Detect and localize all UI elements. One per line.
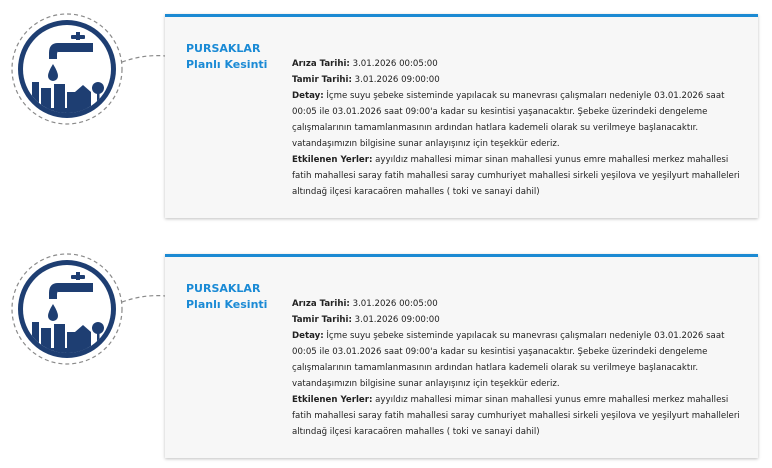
outage-title <box>186 281 286 313</box>
water-tap-city-icon <box>10 12 124 126</box>
outage-entry <box>0 0 772 215</box>
outage-type: Planlı Kesinti <box>186 298 268 311</box>
repair-date-label: Tamir Tarihi: <box>292 75 352 85</box>
fault-date-label: Arıza Tarihi: <box>292 299 350 309</box>
affected-label: Etkilenen Yerler: <box>292 395 373 405</box>
affected-label: Etkilenen Yerler: <box>292 155 373 165</box>
outage-card <box>165 14 758 218</box>
fault-date-label: Arıza Tarihi: <box>292 59 350 69</box>
fault-date-row <box>292 56 742 72</box>
detail-row <box>292 88 742 152</box>
detail-row <box>292 328 742 392</box>
outage-card <box>165 254 758 458</box>
repair-date-value: 3.01.2026 09:00:00 <box>354 75 440 85</box>
connector-line <box>122 292 166 308</box>
fault-date-row <box>292 296 742 312</box>
outage-entry <box>0 240 772 455</box>
district-name: PURSAKLAR <box>186 42 261 55</box>
detail-value: İçme suyu şebeke sisteminde yapılacak su manevrası çalışmaları nedeniyle 03.01.2026 saat 00:05 ile 03.01.2026 saat 09:00'a kadar su kesintisi yaşanacaktır. Şebeke üzerindeki dengeleme çalışmalarının tamamlanmasının ardından hatlara kademeli olarak su verilmeye başlanacaktır. vatandaşımızın bilgisine sunar anlayışınız için teşekkür ederiz. <box>292 331 725 389</box>
repair-date-value: 3.01.2026 09:00:00 <box>354 315 440 325</box>
outage-details <box>292 296 742 440</box>
affected-value: ayyıldız mahallesi mimar sinan mahallesi yunus emre mahallesi merkez mahallesi fatih mahallesi saray fatih mahallesi saray cumhuriyet mahallesi sirkeli yeşilova ve yeşilyurt mahalleleri altındağ ilçesi karacaören mahalles ( toki ve sanayi dahil) <box>292 395 740 437</box>
detail-value: İçme suyu şebeke sisteminde yapılacak su manevrası çalışmaları nedeniyle 03.01.2026 saat 00:05 ile 03.01.2026 saat 09:00'a kadar su kesintisi yaşanacaktır. Şebeke üzerindeki dengeleme çalışmalarının tamamlanmasının ardından hatlara kademeli olarak su verilmeye başlanacaktır. vatandaşımızın bilgisine sunar anlayışınız için teşekkür ederiz. <box>292 91 725 149</box>
connector-line <box>122 52 166 68</box>
water-tap-city-icon <box>10 252 124 366</box>
fault-date-value: 3.01.2026 00:05:00 <box>352 59 438 69</box>
district-name: PURSAKLAR <box>186 282 261 295</box>
repair-date-label: Tamir Tarihi: <box>292 315 352 325</box>
repair-date-row <box>292 72 742 88</box>
affected-row <box>292 152 742 200</box>
outage-title <box>186 41 286 73</box>
repair-date-row <box>292 312 742 328</box>
affected-row <box>292 392 742 440</box>
outage-details <box>292 56 742 200</box>
detail-label: Detay: <box>292 91 324 101</box>
fault-date-value: 3.01.2026 00:05:00 <box>352 299 438 309</box>
outage-type: Planlı Kesinti <box>186 58 268 71</box>
detail-label: Detay: <box>292 331 324 341</box>
affected-value: ayyıldız mahallesi mimar sinan mahallesi yunus emre mahallesi merkez mahallesi fatih mahallesi saray fatih mahallesi saray cumhuriyet mahallesi sirkeli yeşilova ve yeşilyurt mahalleleri altındağ ilçesi karacaören mahalles ( toki ve sanayi dahil) <box>292 155 740 197</box>
